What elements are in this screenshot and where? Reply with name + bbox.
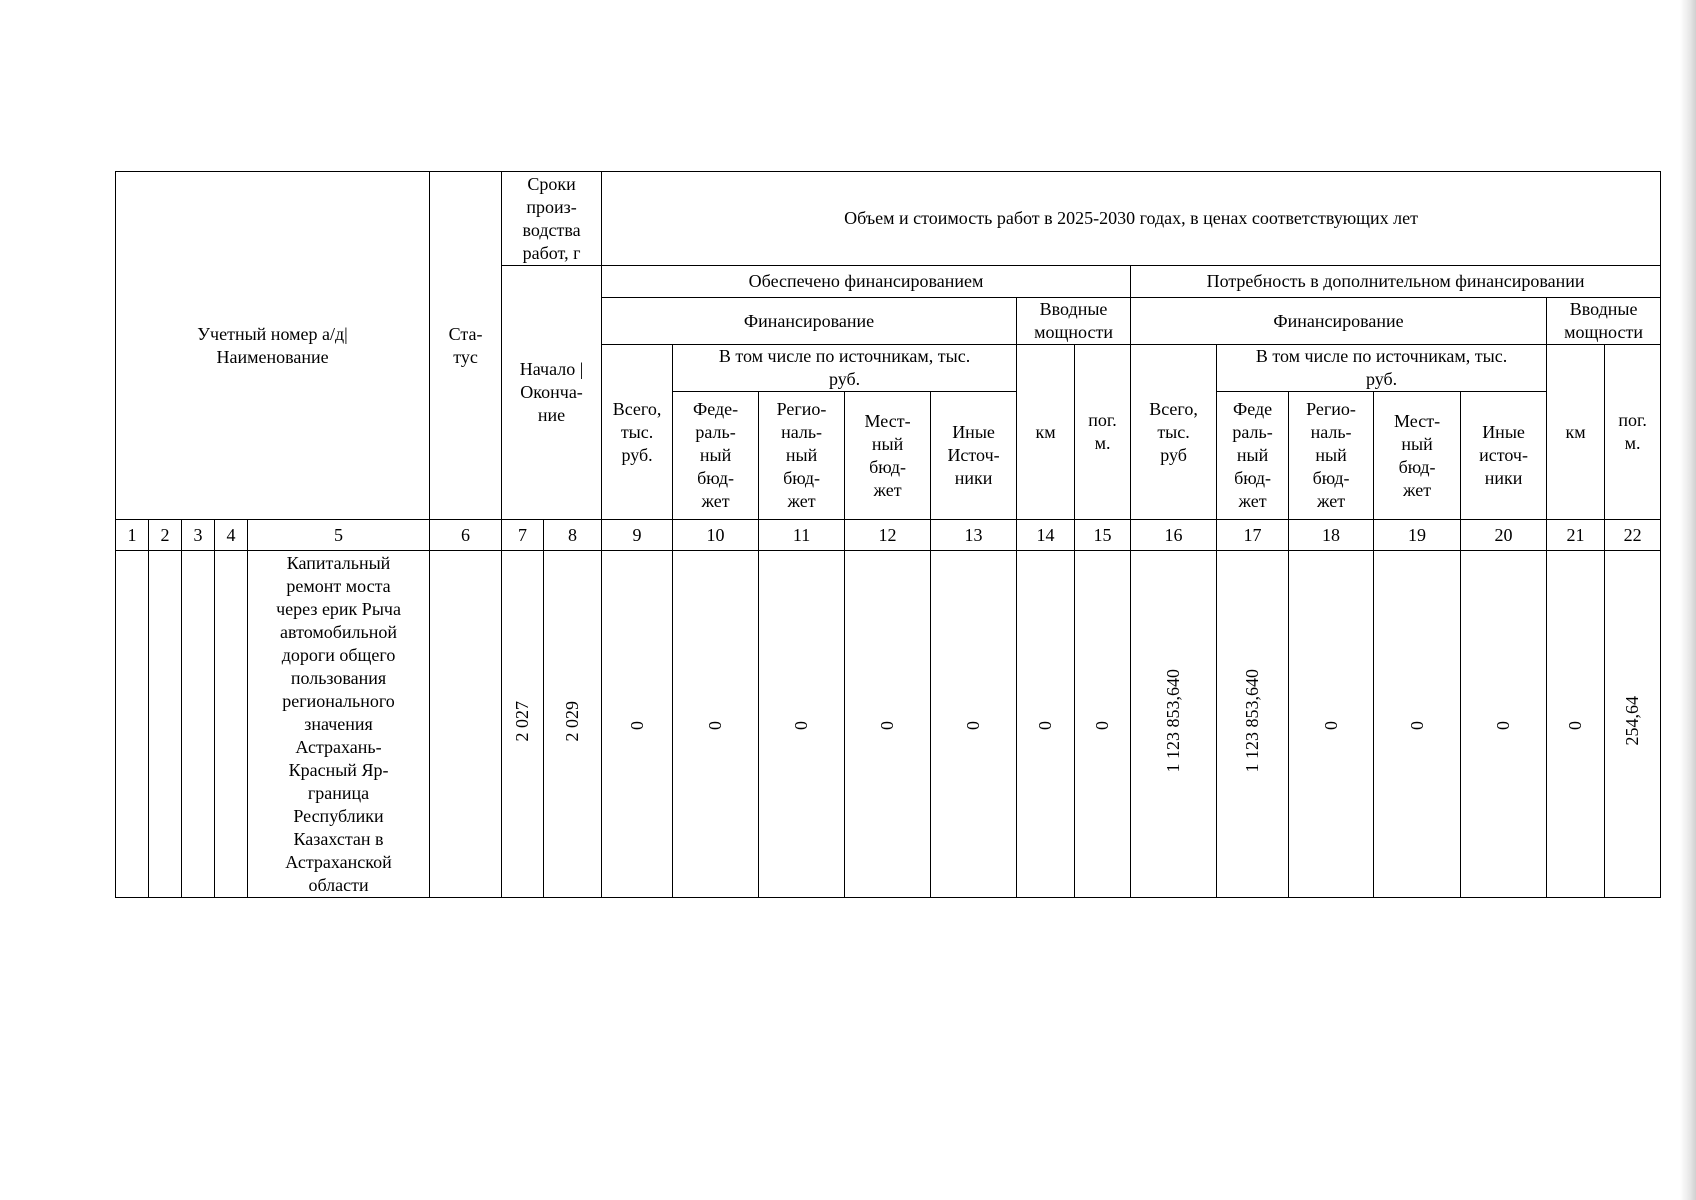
- other-provided-value: 0: [963, 720, 984, 730]
- column-number: 1: [116, 520, 149, 551]
- header-total-provided: Всего, тыс. руб.: [602, 345, 673, 520]
- local-needed-value: 0: [1406, 720, 1427, 730]
- cell-status: [430, 551, 502, 898]
- cell-total-needed: [1131, 551, 1217, 898]
- cell-regional-provided: [759, 551, 845, 898]
- column-number: 16: [1131, 520, 1217, 551]
- cell-total-provided: [602, 551, 673, 898]
- column-number: 20: [1461, 520, 1547, 551]
- cell-col-2: [149, 551, 182, 898]
- cell-regional-needed: [1289, 551, 1374, 898]
- local-provided-value: 0: [877, 720, 898, 730]
- regional-provided-value: 0: [791, 720, 812, 730]
- header-other-provided: Иные Источ- ники: [931, 392, 1017, 520]
- column-number: 2: [149, 520, 182, 551]
- cell-local-provided: [845, 551, 931, 898]
- column-number: 11: [759, 520, 845, 551]
- header-capacity-provided: Вводные мощности: [1017, 298, 1131, 345]
- column-number: 19: [1374, 520, 1461, 551]
- column-number: 8: [544, 520, 602, 551]
- column-number: 18: [1289, 520, 1374, 551]
- federal-needed-value: 1 123 853,640: [1242, 669, 1263, 773]
- total-provided-value: 0: [626, 720, 647, 730]
- header-km-needed: км: [1547, 345, 1605, 520]
- pog-needed-value: 254,64: [1622, 696, 1643, 746]
- cell-col-3: [182, 551, 215, 898]
- header-pog-needed: пог. м.: [1605, 345, 1661, 520]
- column-number: 5: [248, 520, 430, 551]
- header-pog-provided: пог. м.: [1075, 345, 1131, 520]
- column-number: 9: [602, 520, 673, 551]
- header-needed: Потребность в дополнительном финансировании: [1131, 266, 1661, 298]
- cell-federal-provided: [673, 551, 759, 898]
- header-km-provided: км: [1017, 345, 1075, 520]
- header-status: Ста- тус: [430, 172, 502, 520]
- header-capacity-needed: Вводные мощности: [1547, 298, 1661, 345]
- header-provided: Обеспечено финансированием: [602, 266, 1131, 298]
- end-year-value: 2 029: [562, 700, 583, 742]
- header-local-provided: Мест- ный бюд- жет: [845, 392, 931, 520]
- header-regional-needed: Регио- наль- ный бюд- жет: [1289, 392, 1374, 520]
- cell-col-1: [116, 551, 149, 898]
- column-number: 14: [1017, 520, 1075, 551]
- header-local-needed: Мест- ный бюд- жет: [1374, 392, 1461, 520]
- budget-table: [115, 171, 1661, 898]
- cell-km-needed: [1547, 551, 1605, 898]
- federal-provided-value: 0: [705, 720, 726, 730]
- cell-start-year: [502, 551, 544, 898]
- column-number: 21: [1547, 520, 1605, 551]
- header-financing-provided: Финансирование: [602, 298, 1017, 345]
- header-start-end: Начало | Оконча- ние: [502, 266, 602, 520]
- cell-pog-provided: [1075, 551, 1131, 898]
- cell-col-4: [215, 551, 248, 898]
- header-regional-provided: Регио- наль- ный бюд- жет: [759, 392, 845, 520]
- cell-other-provided: [931, 551, 1017, 898]
- pog-provided-value: 0: [1092, 720, 1113, 730]
- column-number: 12: [845, 520, 931, 551]
- cell-km-provided: [1017, 551, 1075, 898]
- cell-local-needed: [1374, 551, 1461, 898]
- page-edge-shadow: [1680, 0, 1696, 1200]
- header-federal-provided: Феде- раль- ный бюд- жет: [673, 392, 759, 520]
- km-provided-value: 0: [1035, 720, 1056, 730]
- column-number-row: [116, 520, 1661, 551]
- header-total-needed: Всего, тыс. руб: [1131, 345, 1217, 520]
- object-name: Капитальный ремонт моста через ерик Рыча автомобильной дороги общего пользования регионального значения Астрахань- Красный Яр- граница Республики Казахстан в Астраханской области: [248, 551, 430, 898]
- column-number: 10: [673, 520, 759, 551]
- header-by-sources-needed: В том числе по источникам, тыс. руб.: [1217, 345, 1547, 392]
- other-needed-value: 0: [1493, 720, 1514, 730]
- km-needed-value: 0: [1565, 720, 1586, 730]
- header-other-needed: Иные источ- ники: [1461, 392, 1547, 520]
- header-volume-title: Объем и стоимость работ в 2025-2030 годах, в ценах соответствующих лет: [602, 172, 1661, 266]
- column-number: 15: [1075, 520, 1131, 551]
- cell-other-needed: [1461, 551, 1547, 898]
- total-needed-value: 1 123 853,640: [1163, 669, 1184, 773]
- column-number: 6: [430, 520, 502, 551]
- column-number: 4: [215, 520, 248, 551]
- cell-pog-needed: [1605, 551, 1661, 898]
- start-year-value: 2 027: [512, 700, 533, 742]
- column-number: 13: [931, 520, 1017, 551]
- column-number: 7: [502, 520, 544, 551]
- header-account-name: Учетный номер а/д| Наименование: [116, 172, 430, 520]
- header-federal-needed: Феде раль- ный бюд- жет: [1217, 392, 1289, 520]
- column-number: 22: [1605, 520, 1661, 551]
- table-row: [116, 551, 1661, 898]
- column-number: 17: [1217, 520, 1289, 551]
- header-financing-needed: Финансирование: [1131, 298, 1547, 345]
- header-by-sources-provided: В том числе по источникам, тыс. руб.: [673, 345, 1017, 392]
- cell-end-year: [544, 551, 602, 898]
- cell-federal-needed: [1217, 551, 1289, 898]
- header-terms: Сроки произ- водства работ, г: [502, 172, 602, 266]
- regional-needed-value: 0: [1320, 720, 1341, 730]
- column-number: 3: [182, 520, 215, 551]
